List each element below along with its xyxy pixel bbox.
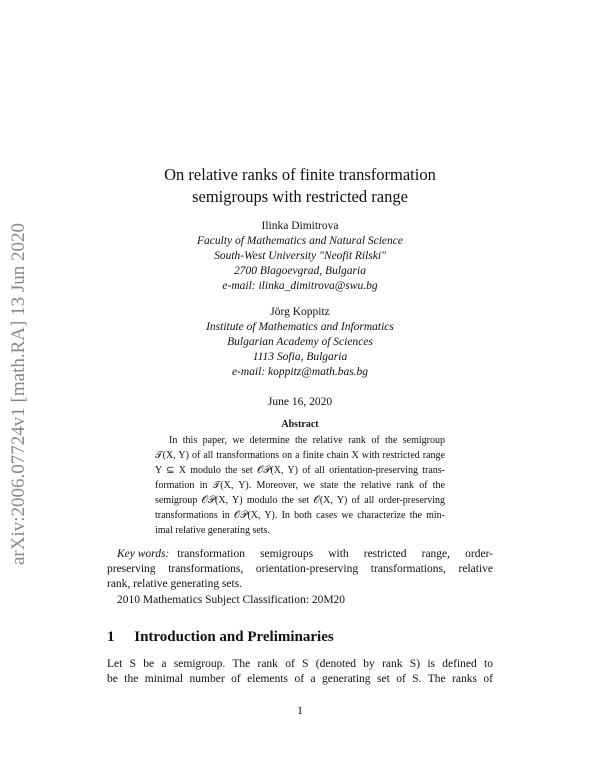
author-affiliation: Faculty of Mathematics and Natural Science xyxy=(197,235,403,247)
author-affiliation: 2700 Blagoevgrad, Bulgaria xyxy=(234,265,366,277)
abstract-line: In this paper, we determine the relative rank of the semigroup xyxy=(169,435,445,446)
section-heading xyxy=(107,630,334,645)
arxiv-stamp: arXiv:2006.07724v1 [math.RA] 13 Jun 2020 xyxy=(8,223,29,565)
abstract-line: semigroup 𝒪𝒫(X, Y) modulo the set 𝒪(X, Y) of all order-preserving xyxy=(155,495,445,506)
keywords-line: transformation semigroups with restricted range, order- xyxy=(177,548,493,560)
abstract-heading: Abstract xyxy=(281,419,319,430)
title-line-1: On relative ranks of finite transformation xyxy=(164,165,436,184)
author-affiliation: Bulgarian Academy of Sciences xyxy=(227,336,373,348)
abstract-line: imal relative generating sets. xyxy=(155,525,270,536)
body-line: be the minimal number of elements of a generating set of S. The ranks of xyxy=(107,673,493,685)
date: June 16, 2020 xyxy=(267,396,333,408)
keywords-label: Key words: xyxy=(117,548,170,560)
title-line-2: semigroups with restricted range xyxy=(192,187,408,206)
author-name: Ilinka Dimitrova xyxy=(261,220,339,232)
author-name: Jörg Koppitz xyxy=(270,306,330,318)
keywords-line: rank, relative generating sets. xyxy=(107,578,243,590)
section-title: Introduction and Preliminaries xyxy=(134,629,334,645)
keywords-line: preserving transformations, orientation-preserving transformations, relative xyxy=(107,563,493,575)
abstract-line: 𝒯(X, Y) of all transformations on a finite chain X with restricted range xyxy=(155,450,445,461)
author-affiliation: South-West University "Neofit Rilski" xyxy=(214,250,386,262)
author-affiliation: Institute of Mathematics and Informatics xyxy=(206,321,394,333)
abstract-line: transformations in 𝒪𝒫(X, Y). In both cases we characterize the min- xyxy=(155,510,445,521)
body-line: Let S be a semigroup. The rank of S (denoted by rank S) is defined to xyxy=(107,658,493,670)
abstract-line: formation in 𝒯(X, Y). Moreover, we state the relative rank of the xyxy=(155,480,445,491)
author-affiliation: 1113 Sofia, Bulgaria xyxy=(252,351,348,363)
section-number: 1 xyxy=(107,629,115,645)
msc-classification: 2010 Mathematics Subject Classification: 20M20 xyxy=(117,594,346,606)
author-email: e-mail: ilinka_dimitrova@swu.bg xyxy=(222,280,378,292)
abstract-line: Y ⊆ X modulo the set 𝒪𝒫(X, Y) of all orientation-preserving trans- xyxy=(155,465,445,476)
author-email: e-mail: koppitz@math.bas.bg xyxy=(231,366,369,378)
page-number: 1 xyxy=(297,705,303,717)
